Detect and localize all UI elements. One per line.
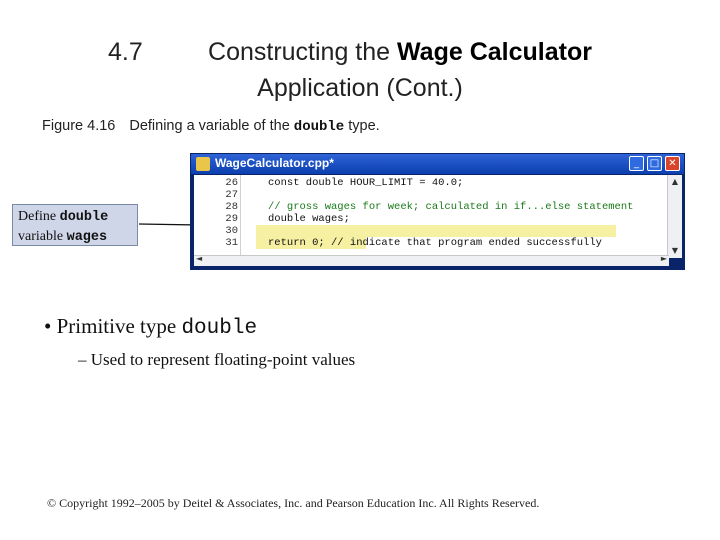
window-titlebar[interactable] <box>191 154 684 174</box>
code-line: return 0; // indicate that program ended successfully <box>268 237 602 249</box>
window-title: WageCalculator.cpp* <box>215 156 334 170</box>
scroll-right-icon[interactable]: ► <box>660 254 667 263</box>
highlight-line-28 <box>256 225 616 237</box>
title-prefix: Constructing the <box>208 38 398 66</box>
line-number: 29 <box>225 213 238 225</box>
code-editor[interactable] <box>194 175 679 258</box>
callout-line1-code: double <box>59 210 109 225</box>
title-line-2: Application (Cont.) <box>257 74 463 102</box>
code-line: const double HOUR_LIMIT = 40.0; <box>268 177 464 189</box>
bullet-main <box>44 314 257 340</box>
line-number: 26 <box>225 177 238 189</box>
copyright-footer: © Copyright 1992–2005 by Deitel & Associates, Inc. and Pearson Education Inc. All Rights Reserved. <box>47 496 540 510</box>
line-number: 28 <box>225 201 238 213</box>
figure-text-pre: Defining a variable of the <box>129 118 294 134</box>
figure-text-code: double <box>293 119 345 135</box>
line-number: 31 <box>225 237 238 249</box>
app-icon <box>196 157 210 171</box>
scroll-left-icon[interactable]: ◄ <box>196 254 203 263</box>
figure-label: Figure 4.16 <box>42 118 116 134</box>
close-button[interactable]: ✕ <box>665 156 680 171</box>
code-line: double wages; <box>268 213 350 225</box>
line-number: 27 <box>225 189 238 201</box>
callout-line2-text: variable <box>18 229 67 244</box>
scroll-down-icon[interactable]: ▼ <box>671 246 679 255</box>
figure-text-post: type. <box>344 118 380 134</box>
callout-line2-code: wages <box>66 230 108 245</box>
code-line: // gross wages for week; calculated in if...else statement <box>268 201 634 213</box>
title-bold: Wage Calculator <box>397 38 592 66</box>
bullet-sub: – Used to represent floating-point values <box>78 350 356 369</box>
editor-window <box>190 153 685 270</box>
vertical-scrollbar[interactable] <box>667 175 682 258</box>
bullet-main-code: double <box>181 317 258 340</box>
callout-line1-text: Define <box>18 209 60 224</box>
minimize-button[interactable]: _ <box>629 156 644 171</box>
horizontal-scrollbar[interactable] <box>194 255 669 266</box>
line-number: 30 <box>225 225 238 237</box>
slide-number: 4.7 <box>108 38 143 66</box>
maximize-button[interactable]: □ <box>647 156 662 171</box>
bullet-main-text: • Primitive type <box>44 314 182 338</box>
scroll-up-icon[interactable]: ▲ <box>671 177 679 186</box>
